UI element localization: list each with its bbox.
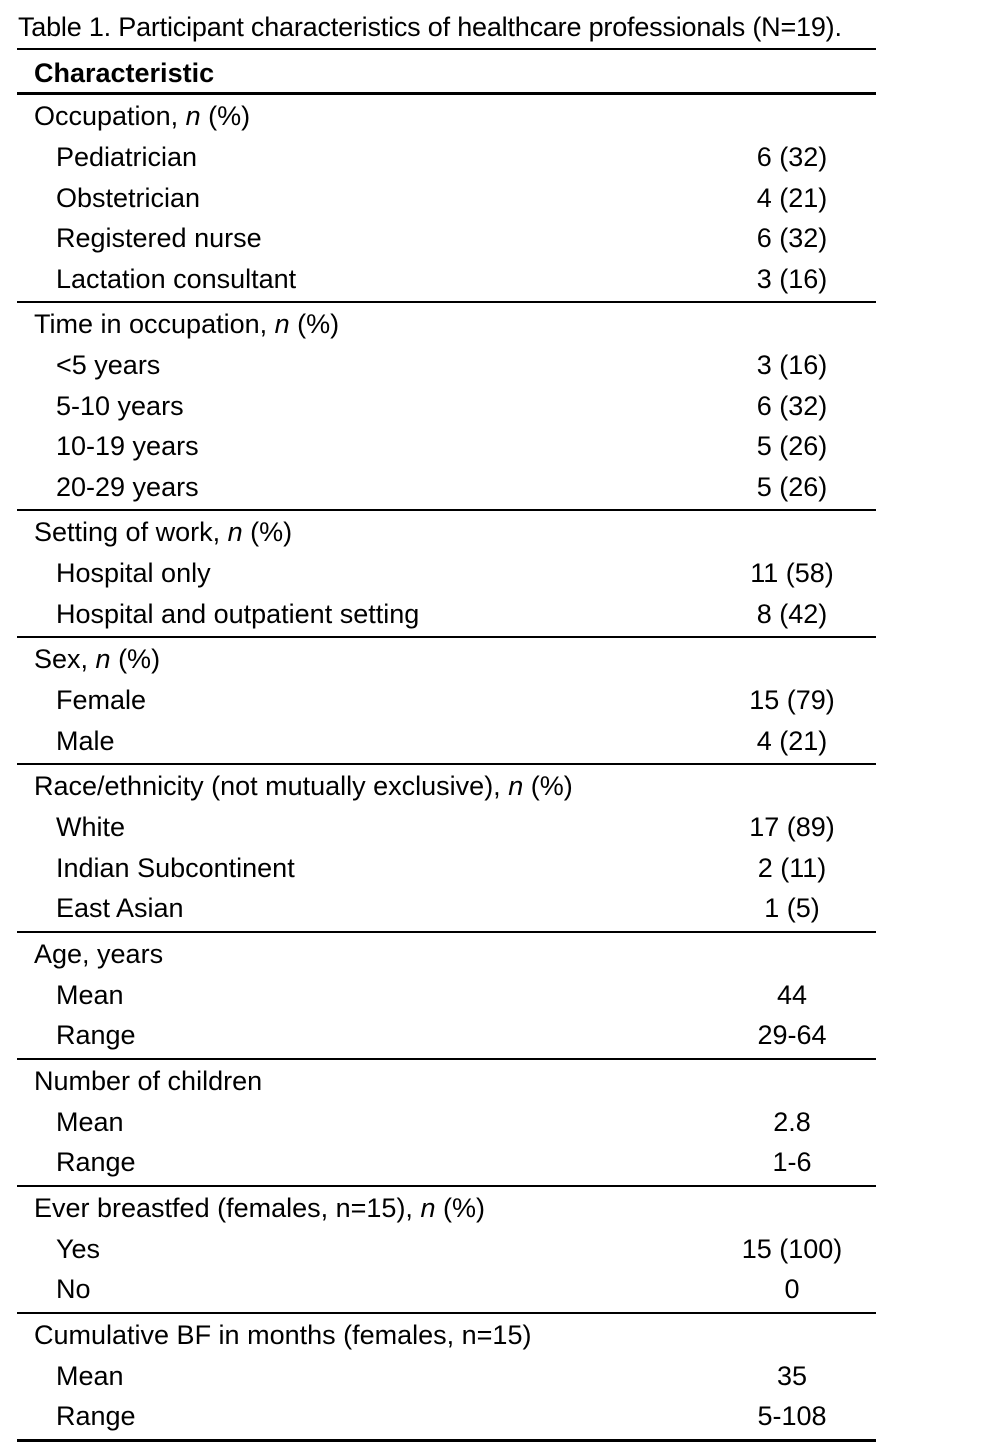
- group-title-text: Number of children: [34, 1065, 263, 1096]
- group-title-n: n: [95, 644, 111, 674]
- row-label: Mean: [56, 979, 124, 1010]
- group-title: [17, 933, 876, 975]
- table-body: [17, 95, 876, 1442]
- group-title-text: Setting of work,: [34, 517, 228, 547]
- characteristics-table: [17, 48, 876, 1442]
- row-label: Hospital only: [56, 558, 211, 589]
- table-row: [17, 594, 876, 635]
- row-label: Indian Subcontinent: [56, 852, 295, 883]
- group-title-suffix: (%): [289, 309, 340, 339]
- table-row: [17, 386, 876, 427]
- row-label: Mean: [56, 1106, 124, 1137]
- row-value: 29-64: [757, 1020, 827, 1051]
- row-label: Male: [56, 725, 115, 756]
- group-title-text: Sex,: [34, 644, 96, 674]
- header-characteristic: Characteristic: [34, 58, 215, 88]
- table-group: [17, 95, 876, 303]
- group-title-suffix: (%): [110, 644, 161, 674]
- row-value: 6 (32): [756, 142, 828, 173]
- group-title: [17, 303, 876, 345]
- table-group: [17, 1187, 876, 1314]
- table-row: [17, 178, 876, 219]
- table-row: [17, 1229, 876, 1270]
- row-label: Range: [56, 1401, 136, 1432]
- table-group: [17, 933, 876, 1060]
- group-title-text: Race/ethnicity (not mutually exclusive),: [34, 771, 509, 801]
- table-row: [17, 345, 876, 386]
- table-row: [17, 807, 876, 848]
- row-value: 8 (42): [756, 598, 828, 629]
- row-label: Registered nurse: [56, 223, 262, 254]
- row-label: 10-19 years: [56, 431, 199, 462]
- row-value: 6 (32): [756, 223, 828, 254]
- group-title-label: [34, 1315, 531, 1355]
- group-title-text: Cumulative BF in months (females, n=15): [34, 1319, 532, 1350]
- row-label: No: [56, 1274, 91, 1305]
- group-title-n: n: [274, 309, 290, 339]
- row-value: 11 (58): [750, 558, 834, 589]
- table-row: [17, 1269, 876, 1310]
- table-group: [17, 765, 876, 933]
- group-title-n: n: [420, 1192, 436, 1223]
- row-value: 3 (16): [756, 263, 828, 294]
- table-row: [17, 680, 876, 721]
- group-title-text: Time in occupation,: [34, 309, 275, 339]
- row-value: 5 (26): [756, 431, 828, 462]
- table-row: [17, 1142, 876, 1183]
- group-title-n: n: [227, 517, 243, 547]
- group-title-label: [34, 96, 250, 136]
- row-value: 4 (21): [756, 182, 828, 213]
- group-title-suffix: (%): [242, 517, 293, 547]
- group-title-text: Ever breastfed (females, n=15),: [34, 1192, 421, 1223]
- group-title: [17, 1060, 876, 1102]
- group-title: [17, 1314, 876, 1356]
- group-title-label: [34, 1061, 262, 1101]
- row-label: Obstetrician: [56, 182, 201, 213]
- table-header: [17, 50, 876, 95]
- group-title-n: n: [508, 771, 524, 801]
- table-row: [17, 721, 876, 762]
- group-title-label: [34, 1188, 485, 1228]
- row-value: 1 (5): [764, 893, 820, 924]
- group-title: [17, 511, 876, 553]
- group-title-label: [34, 639, 160, 679]
- row-value: 44: [776, 979, 808, 1010]
- table-group: [17, 638, 876, 765]
- row-label: Mean: [56, 1360, 124, 1391]
- group-title: [17, 765, 876, 807]
- row-value: 15 (79): [749, 685, 835, 716]
- row-label: Lactation consultant: [56, 263, 297, 294]
- row-value: 4 (21): [756, 725, 828, 756]
- table-row: [17, 426, 876, 467]
- row-value: 3 (16): [756, 350, 828, 381]
- row-label: Range: [56, 1147, 136, 1178]
- row-value: 5-108: [757, 1401, 827, 1432]
- table-row: [17, 467, 876, 508]
- row-value: 2.8: [773, 1106, 811, 1137]
- table-group: [17, 511, 876, 638]
- table-group: [17, 1060, 876, 1187]
- table-row: [17, 888, 876, 929]
- group-title-label: [34, 766, 573, 806]
- table-group: [17, 1314, 876, 1442]
- row-label: Hospital and outpatient setting: [56, 598, 420, 629]
- row-value: 15 (100): [741, 1233, 843, 1264]
- row-label: Pediatrician: [56, 142, 198, 173]
- row-label: 20-29 years: [56, 471, 199, 502]
- row-value: 1-6: [772, 1147, 812, 1178]
- row-value: 2 (11): [757, 852, 827, 883]
- row-value: 0: [784, 1274, 800, 1305]
- table-row: [17, 1396, 876, 1437]
- row-label: 5-10 years: [56, 390, 184, 421]
- group-title-suffix: (%): [435, 1192, 485, 1223]
- group-title-text: Occupation,: [34, 101, 186, 131]
- group-title-n: n: [185, 101, 201, 131]
- row-label: Range: [56, 1020, 136, 1051]
- row-value: 17 (89): [749, 812, 835, 843]
- table-row: [17, 975, 876, 1016]
- row-label: White: [56, 812, 126, 843]
- table-row: [17, 1356, 876, 1397]
- group-title-label: [34, 304, 339, 344]
- table-row: [17, 1015, 876, 1056]
- group-title-text: Age, years: [34, 938, 164, 969]
- group-title-suffix: (%): [200, 101, 251, 131]
- table-row: [17, 1102, 876, 1143]
- table-row: [17, 259, 876, 300]
- group-title-label: [34, 512, 292, 552]
- table-row: [17, 137, 876, 178]
- row-label: Female: [56, 685, 147, 716]
- row-label: Yes: [56, 1233, 101, 1264]
- row-label: East Asian: [56, 893, 184, 924]
- table-row: [17, 848, 876, 889]
- group-title: [17, 95, 876, 137]
- row-value: 35: [776, 1360, 808, 1391]
- row-value: 6 (32): [756, 390, 828, 421]
- row-label: <5 years: [56, 350, 161, 381]
- row-value: 5 (26): [756, 471, 828, 502]
- group-title: [17, 638, 876, 680]
- group-title-suffix: (%): [523, 771, 573, 801]
- table-group: [17, 303, 876, 511]
- table-caption: Table 1. Participant characteristics of healthcare professionals (N=19).: [18, 12, 842, 42]
- table-row: [17, 218, 876, 259]
- group-title-label: [34, 934, 163, 974]
- group-title: [17, 1187, 876, 1229]
- table-row: [17, 553, 876, 594]
